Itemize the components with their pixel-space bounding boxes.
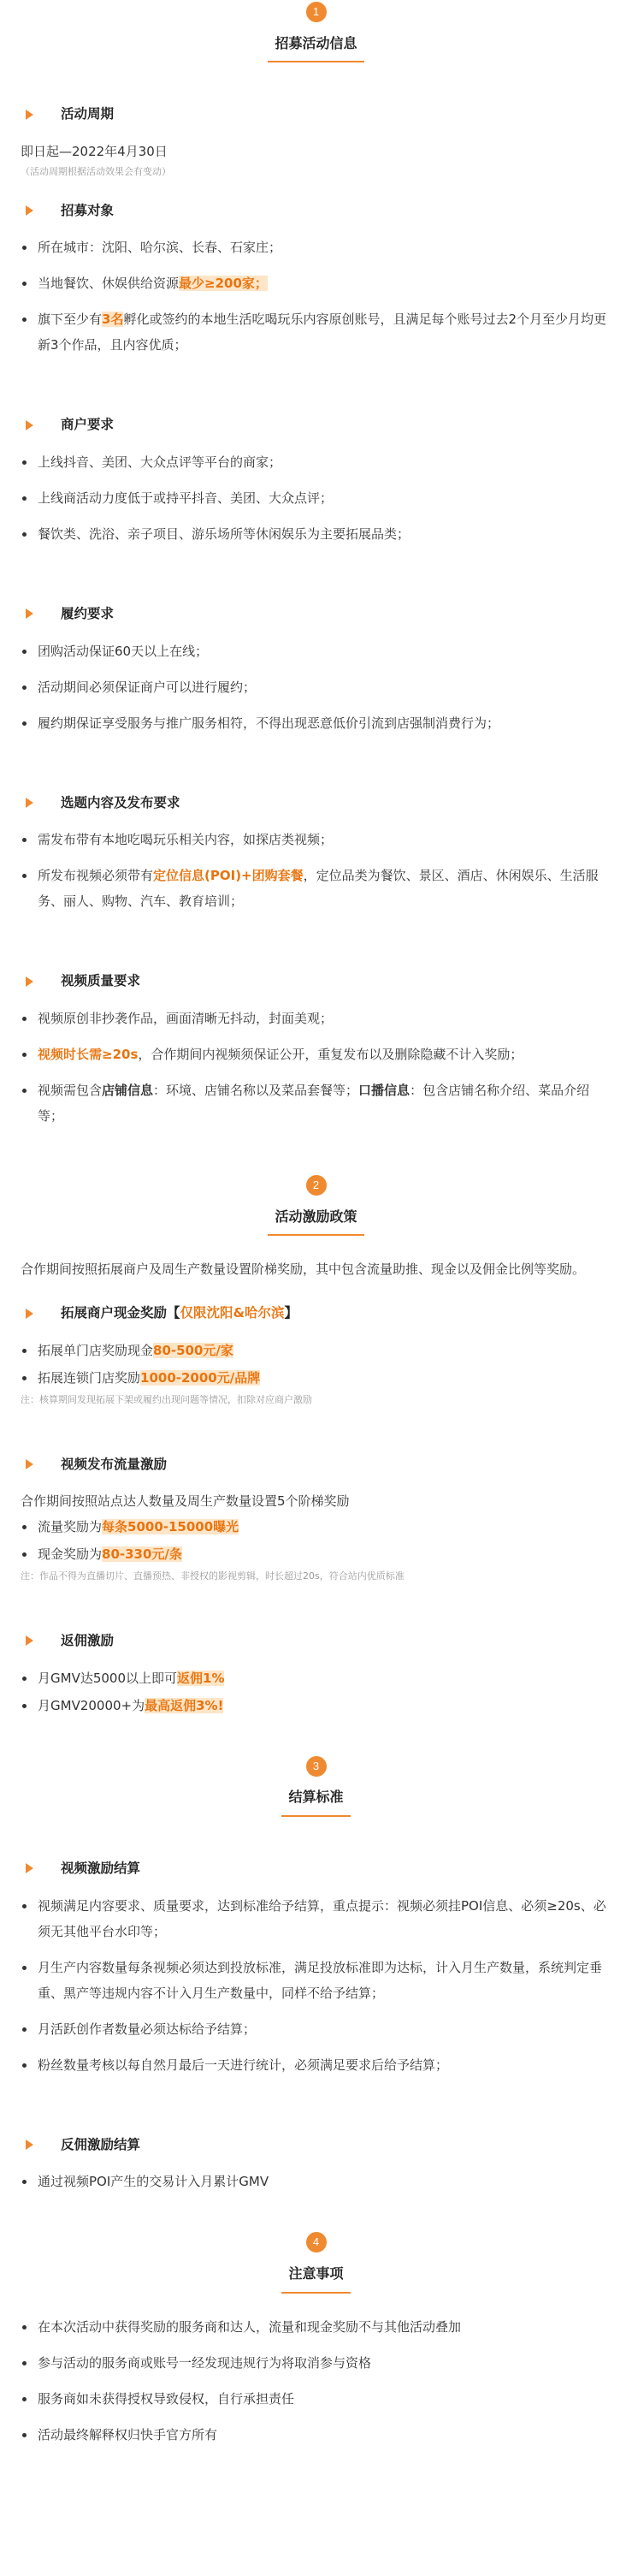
list-item: 月活跃创作者数量必须达标给予结算； [21, 2016, 611, 2042]
list-item: 在本次活动中获得奖励的服务商和达人，流量和现金奖励不与其他活动叠加 [21, 2314, 611, 2340]
list-item: 月生产内容数量每条视频必须达到投放标准，满足投放标准即为达标，计入月生产数量，系统判定垂重、黑产等违规内容不计入月生产数量中，同样不给予结算； [21, 1955, 611, 2006]
section-number-badge: 1 [306, 2, 327, 22]
section-title: 结算标准 [281, 1784, 350, 1817]
section-1-header [21, 0, 611, 83]
list-item: 当地餐饮、休娱供给资源最少≥200家； [21, 270, 611, 296]
incentive-intro: 合作期间按照拓展商户及周生产数量设置阶梯奖励，其中包含流量助推、现金以及佣金比例等奖励。 [21, 1261, 586, 1278]
section-number-badge: 4 [306, 2232, 327, 2253]
section-number-badge: 2 [306, 1175, 327, 1196]
list-item: 视频需包含店铺信息：环境、店铺名称以及菜品套餐等；口播信息：包含店铺名称介绍、菜品介绍等； [21, 1077, 611, 1129]
subheading-rebate-settlement: 反佣激励结算 [21, 2133, 611, 2158]
list-item: 拓展连锁门店奖励1000-2000元/品牌 [21, 1365, 611, 1391]
list-item: 流量奖励为每条5000-15000曝光 [21, 1514, 611, 1540]
list-item: 月GMV达5000以上即可返佣1% [21, 1665, 611, 1691]
triangle-bullet-icon [26, 798, 33, 808]
cash-list [21, 1338, 611, 1391]
triangle-bullet-icon [26, 2140, 33, 2150]
subheading-merchant: 商户要求 [21, 413, 611, 437]
list-item: 所发布视频必须带有定位信息(POI)+团购套餐，定位品类为餐饮、景区、酒店、休闲娱乐、生活服务、丽人、购物、汽车、教育培训； [21, 863, 611, 914]
list-item: 视频满足内容要求、质量要求，达到标准给予结算，重点提示：视频必须挂POI信息、必须≥20s、必须无其他平台水印等； [21, 1893, 611, 1944]
list-item: 所在城市：沈阳、哈尔滨、长春、石家庄； [21, 234, 611, 260]
section-number-badge: 3 [306, 1756, 327, 1777]
list-item: 参与活动的服务商或账号一经发现违规行为将取消参与资格 [21, 2350, 611, 2376]
list-item: 旗下至少有3名孵化或签约的本地生活吃喝玩乐内容原创账号，且满足每个账号过去2个月至少月均更新3个作品，且内容优质； [21, 306, 611, 358]
triangle-bullet-icon [26, 1459, 33, 1469]
list-item: 需发布带有本地吃喝玩乐相关内容，如探店类视频； [21, 827, 611, 852]
list-item: 团购活动保证60天以上在线； [21, 638, 611, 664]
subheading-traffic: 视频发布流量激励 [21, 1452, 611, 1477]
subheading-quality: 视频质量要求 [21, 969, 611, 994]
subheading-content: 选题内容及发布要求 [21, 791, 611, 816]
subheading-cash: 拓展商户现金奖励【 仅限沈阳&哈尔滨 】 [21, 1301, 611, 1326]
list-item: 上线抖音、美团、大众点评等平台的商家； [21, 449, 611, 475]
list-item: 上线商活动力度低于或持平抖音、美团、大众点评； [21, 485, 611, 511]
section-3-header [21, 1754, 611, 1837]
traffic-list [21, 1514, 611, 1567]
section-title: 注意事项 [281, 2261, 350, 2294]
triangle-bullet-icon [26, 1635, 33, 1646]
perform-list [21, 638, 611, 736]
list-item: 服务商如未获得授权导致侵权，自行承担责任 [21, 2386, 611, 2412]
subheading-targets: 招募对象 [21, 199, 611, 223]
subheading-video-settlement: 视频激励结算 [21, 1856, 611, 1881]
traffic-intro: 合作期间按照站点达人数量及周生产数量设置5个阶梯奖励 [21, 1493, 350, 1510]
list-item: 通过视频POI产生的交易计入月累计GMV [21, 2169, 611, 2194]
subheading-period: 活动周期 [21, 102, 611, 127]
subheading-commission: 返佣激励 [21, 1629, 611, 1653]
triangle-bullet-icon [26, 608, 33, 619]
section-2-header [21, 1173, 611, 1256]
triangle-bullet-icon [26, 1309, 33, 1319]
list-item: 履约期保证享受服务与推广服务相符，不得出现恶意低价引流到店强制消费行为； [21, 710, 611, 736]
content-list [21, 827, 611, 914]
targets-list [21, 234, 611, 358]
list-item: 现金奖励为80-330元/条 [21, 1541, 611, 1567]
list-item: 月GMV20000+为最高返佣3%! [21, 1693, 611, 1718]
triangle-bullet-icon [26, 420, 33, 430]
list-item: 活动期间必须保证商户可以进行履约； [21, 674, 611, 700]
quality-list [21, 1006, 611, 1129]
cash-note: 注：核算期间发现拓展下架或履约出现问题等情况，扣除对应商户激励 [21, 1393, 312, 1405]
section-title: 招募活动信息 [268, 31, 363, 63]
list-item: 餐饮类、洗浴、亲子项目、游乐场所等休闲娱乐为主要拓展品类； [21, 521, 611, 547]
period-note: （活动周期根据活动效果会有变动） [21, 166, 171, 178]
list-item: 粉丝数量考核以每自然月最后一天进行统计，必须满足要求后给予结算； [21, 2052, 611, 2078]
video-settlement-list [21, 1893, 611, 2078]
list-item: 活动最终解释权归快手官方所有 [21, 2422, 611, 2448]
triangle-bullet-icon [26, 976, 33, 987]
traffic-note: 注：作品不得为直播切片、直播预热、非授权的影视剪辑，时长超过20s，符合站内优质标准 [21, 1570, 405, 1582]
triangle-bullet-icon [26, 110, 33, 120]
list-item: 拓展单门店奖励现金80-500元/家 [21, 1338, 611, 1363]
triangle-bullet-icon [26, 1863, 33, 1873]
notes-list [21, 2314, 611, 2448]
period-text: 即日起—2022年4月30日 [21, 144, 168, 160]
section-title: 活动激励政策 [268, 1204, 363, 1237]
list-item: 视频原创非抄袭作品，画面清晰无抖动，封面美观； [21, 1006, 611, 1031]
list-item: 视频时长需≥20s，合作期间内视频须保证公开，重复发布以及删除隐藏不计入奖励； [21, 1042, 611, 1067]
rebate-settlement-list [21, 2169, 611, 2194]
commission-list [21, 1665, 611, 1718]
triangle-bullet-icon [26, 205, 33, 216]
subheading-perform: 履约要求 [21, 602, 611, 626]
merchant-list [21, 449, 611, 547]
section-4-header [21, 2230, 611, 2313]
